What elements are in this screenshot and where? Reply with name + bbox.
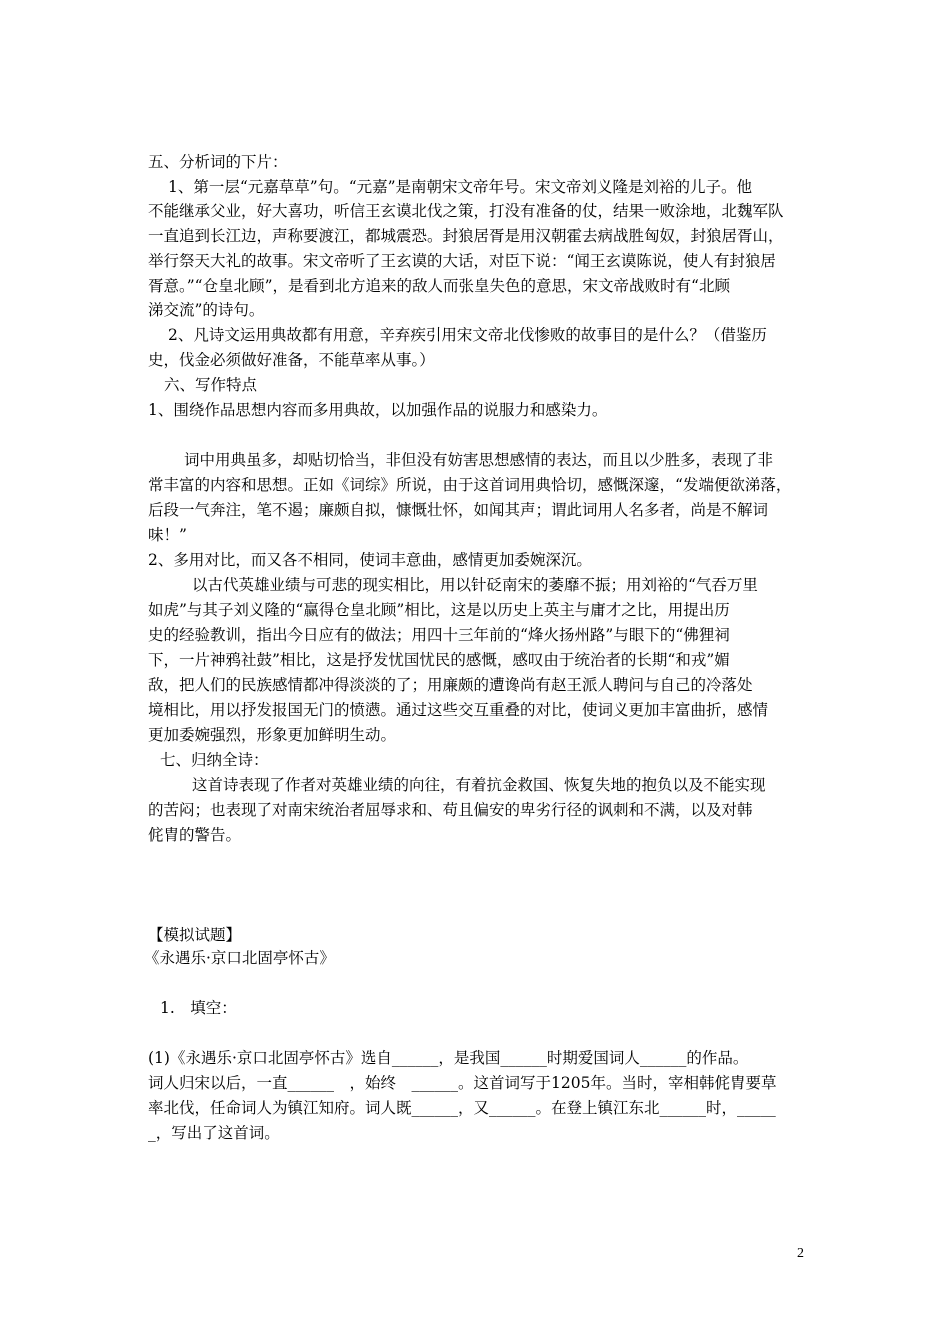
text-line: 更加委婉强烈，形象更加鲜明生动。 <box>148 726 397 744</box>
question-line: _，写出了这首词。 <box>148 1124 280 1142</box>
text-line: 涕交流”的诗句。 <box>148 301 265 319</box>
text-line: 如虎”与其子刘义隆的“赢得仓皇北顾”相比，这是以历史上英主与庸才之比，用提出历 <box>148 601 730 619</box>
text-line: 2、凡诗文运用典故都有用意，辛弃疾引用宋文帝北伐惨败的故事目的是什么？（借鉴历 <box>168 326 767 344</box>
section-heading: 五、分析词的下片： <box>148 153 288 171</box>
text-line: 这首诗表现了作者对英雄业绩的向往，有着抗金救国、恢复失地的抱负以及不能实现 <box>192 776 766 794</box>
text-line: 一直追到长江边，声称要渡江，都城震恐。封狼居胥是用汉朝霍去病战胜匈奴，封狼居胥山， <box>148 227 784 245</box>
list-item: 1、围绕作品思想内容而多用典故，以加强作品的说服力和感染力。 <box>148 401 608 419</box>
text-line: 词中用典虽多，却贴切恰当，非但没有妨害思想感情的表达，而且以少胜多，表现了非 <box>184 451 774 469</box>
text-line: 侂胄的警告。 <box>148 826 242 844</box>
text-line: 举行祭天大礼的故事。宋文帝听了王玄谟的大话，对臣下说：“闻王玄谟陈说，使人有封狼居 <box>148 252 776 270</box>
text-line: 常丰富的内容和思想。正如《词综》所说，由于这首词用典恰切，感慨深邃，“发端便欲涕落， <box>148 476 792 494</box>
question-label: 1. 填空： <box>160 999 237 1017</box>
text-line: 后段一气奔注，笔不遏；廉颇自拟，慷慨壮怀，如闻其声；谓此词用人名多者，尚是不解词 <box>148 501 769 519</box>
text-line: 的苦闷；也表现了对南宋统治者屈辱求和、苟且偏安的卑劣行径的讽刺和不满，以及对韩 <box>148 801 753 819</box>
text-line: 敌，把人们的民族感情都冲得淡淡的了；用廉颇的遭谗尚有赵王派人聘问与自己的冷落处 <box>148 676 753 694</box>
text-line: 下，一片神鸦社鼓”相比，这是抒发忧国忧民的感慨，感叹由于统治者的长期“和戎”媚 <box>148 651 730 669</box>
text-line: 境相比，用以抒发报国无门的愤懑。通过这些交互重叠的对比，使词义更加丰富曲折，感情 <box>148 701 769 719</box>
question-line: 词人归宋以后，一直______ ，始终 ______。这首词写于1205年。当时，宰相韩侂胄要草 <box>148 1074 777 1092</box>
page-number: 2 <box>797 1246 804 1261</box>
text-line: 胥意。”“仓皇北顾”，是看到北方追来的敌人而张皇失色的意思，宋文帝战败时有“北顾 <box>148 277 730 295</box>
text-line: 史的经验教训，指出今日应有的做法；用四十三年前的“烽火扬州路”与眼下的“佛狸祠 <box>148 626 730 644</box>
mock-heading: 【模拟试题】 <box>148 926 242 944</box>
text-line: 不能继承父业，好大喜功，听信王玄谟北伐之策，打没有准备的仗，结果一败涂地，北魏军队 <box>148 202 784 220</box>
text-line: 史，伐金必须做好准备，不能草率从事。） <box>148 351 435 369</box>
text-line: 以古代英雄业绩与可悲的现实相比，用以针砭南宋的萎靡不振；用刘裕的“气吞万里 <box>192 576 758 594</box>
section-heading: 七、归纳全诗： <box>160 751 269 769</box>
text-line: 1、第一层“元嘉草草”句。“元嘉”是南朝宋文帝年号。宋文帝刘义隆是刘裕的儿子。他 <box>168 178 753 196</box>
text-line: 味！” <box>148 526 187 544</box>
section-heading: 六、写作特点 <box>164 376 258 394</box>
list-item: 2、多用对比，而又各不相同，使词丰意曲，感情更加委婉深沉。 <box>148 551 592 569</box>
question-line: (1)《永遇乐·京口北固亭怀古》选自______，是我国______时期爱国词人______的作品。 <box>148 1049 749 1067</box>
poem-title: 《永遇乐·京口北固亭怀古》 <box>144 949 335 967</box>
question-line: 率北伐，任命词人为镇江知府。词人既______，又______。在登上镇江东北______时，_____ <box>148 1099 776 1117</box>
